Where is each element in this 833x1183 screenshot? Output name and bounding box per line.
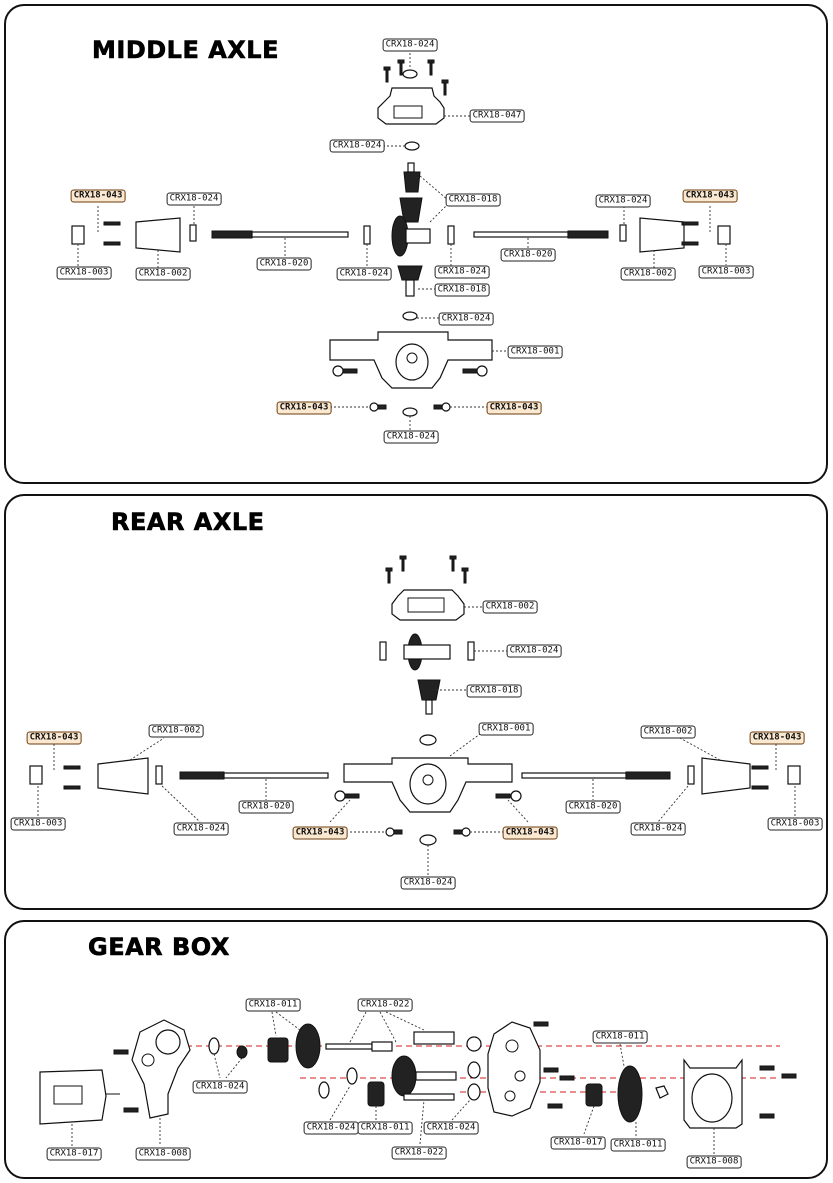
part-label: CRX18-043 <box>293 827 348 840</box>
part-label: CRX18-011 <box>246 999 301 1012</box>
middle-axle-title: MIDDLE AXLE <box>92 36 279 64</box>
part-label: CRX18-001 <box>479 723 534 736</box>
part-label: CRX18-024 <box>174 823 229 836</box>
part-label: CRX18-017 <box>551 1137 606 1150</box>
part-label: CRX18-018 <box>446 194 501 207</box>
part-label: CRX18-043 <box>487 402 542 415</box>
part-label: CRX18-003 <box>57 267 112 280</box>
part-label: CRX18-011 <box>593 1031 648 1044</box>
part-label: CRX18-008 <box>687 1156 742 1169</box>
part-label: CRX18-018 <box>435 284 490 297</box>
part-label: CRX18-024 <box>439 313 494 326</box>
part-label: CRX18-043 <box>750 732 805 745</box>
part-label: CRX18-024 <box>631 823 686 836</box>
part-label: CRX18-043 <box>27 732 82 745</box>
part-label: CRX18-043 <box>683 190 738 203</box>
part-label: CRX18-017 <box>47 1148 102 1161</box>
rear-axle-title: REAR AXLE <box>111 508 265 536</box>
part-label: CRX18-043 <box>277 402 332 415</box>
part-label: CRX18-002 <box>621 268 676 281</box>
part-label: CRX18-043 <box>503 827 558 840</box>
part-label: CRX18-024 <box>384 431 439 444</box>
part-label: CRX18-020 <box>257 258 312 271</box>
part-label: CRX18-002 <box>136 268 191 281</box>
part-label: CRX18-024 <box>507 645 562 658</box>
part-label: CRX18-018 <box>467 685 522 698</box>
part-label: CRX18-024 <box>337 268 392 281</box>
part-label: CRX18-024 <box>304 1122 359 1135</box>
part-label: CRX18-024 <box>424 1122 479 1135</box>
part-label: CRX18-011 <box>358 1122 413 1135</box>
part-label: CRX18-020 <box>501 249 556 262</box>
gear-box-title: GEAR BOX <box>88 933 230 961</box>
part-label: CRX18-003 <box>699 266 754 279</box>
part-label: CRX18-002 <box>641 726 696 739</box>
gear-box-drawing <box>40 1012 796 1154</box>
part-label: CRX18-022 <box>392 1147 447 1160</box>
middle-axle-drawing <box>72 53 730 431</box>
part-label: CRX18-003 <box>768 818 823 831</box>
part-label: CRX18-024 <box>330 140 385 153</box>
part-label: CRX18-022 <box>358 999 413 1012</box>
part-label: CRX18-024 <box>193 1081 248 1094</box>
part-label: CRX18-024 <box>167 193 222 206</box>
part-label: CRX18-024 <box>435 266 490 279</box>
part-label: CRX18-008 <box>136 1148 191 1161</box>
part-label: CRX18-001 <box>508 346 563 359</box>
part-label: CRX18-002 <box>483 601 538 614</box>
part-label: CRX18-043 <box>71 190 126 203</box>
part-label: CRX18-047 <box>470 110 525 123</box>
part-label: CRX18-024 <box>596 195 651 208</box>
part-label: CRX18-002 <box>149 725 204 738</box>
part-label: CRX18-011 <box>611 1139 666 1152</box>
part-label: CRX18-020 <box>239 801 294 814</box>
part-label: CRX18-020 <box>566 801 621 814</box>
part-label: CRX18-003 <box>11 818 66 831</box>
part-label: CRX18-024 <box>383 39 438 52</box>
part-label: CRX18-024 <box>401 877 456 890</box>
